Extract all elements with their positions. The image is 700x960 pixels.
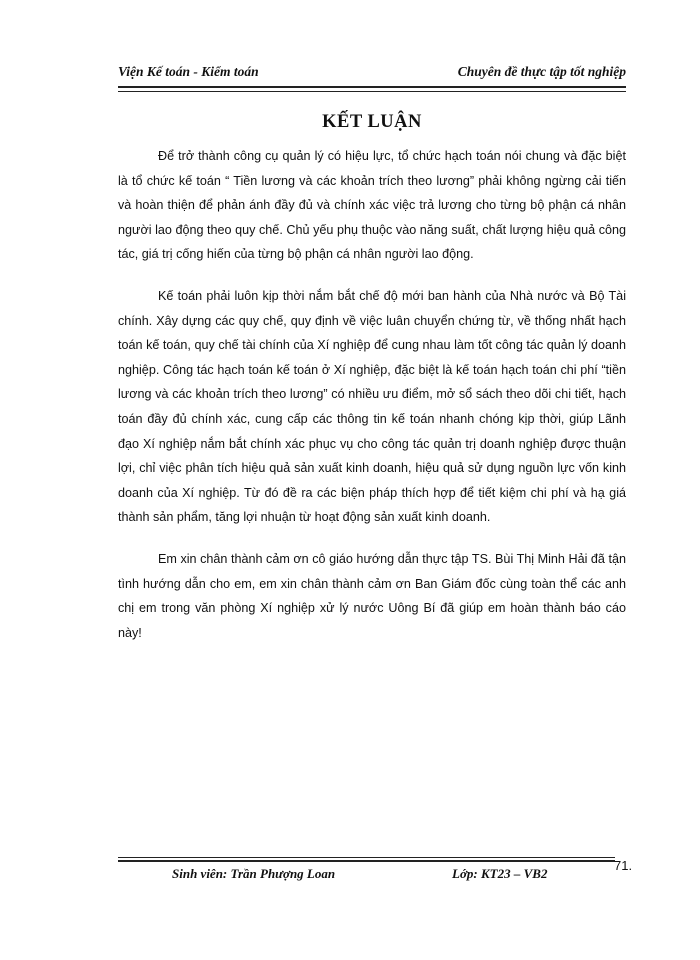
header-rule-thin (118, 91, 626, 92)
paragraph-1: Để trở thành công cụ quản lý có hiệu lực, tổ chức hạch toán nói chung và đặc biệt là tổ chức kế toán “ Tiền lương và các khoản trích theo lương” phải không ngừng cải tiến và hoàn thiện để phản ánh đầy đủ và chính xác việc trả lương cho từng bộ phận cá nhân người lao động theo quy chế. Chủ yếu phụ thuộc vào năng suất, chất lượng hiệu quả công tác, giá trị cống hiến của từng bộ phận cá nhân người lao động. (118, 149, 626, 262)
paragraph-3: Em xin chân thành cảm ơn cô giáo hướng dẫn thực tập TS. Bùi Thị Minh Hải đã tận tình hướng dẫn cho em, em xin chân thành cảm ơn Ban Giám đốc cùng toàn thể các anh chị em trong văn phòng Xí nghiệp xử lý nước Uông Bí đã giúp em hoàn thành báo cáo này! (118, 551, 626, 640)
header-rule (118, 86, 626, 88)
page-title: KẾT LUẬN (322, 112, 422, 132)
page-number: 71. (614, 858, 633, 873)
footer-student: Sinh viên: Trần Phượng Loan (172, 866, 336, 881)
page-footer (118, 866, 615, 886)
paragraph-2: Kế toán phải luôn kịp thời nắm bắt chế độ mới ban hành của Nhà nước và Bộ Tài chính. Xây dựng các quy chế, quy định về việc luân chuyển chứng từ, về thống nhất hạch toán kế toán, quy chế tài chính của Xí nghiệp để cung nhau làm tốt công tác quản lý doanh nghiệp. Công tác hạch toán kế toán ở Xí nghiệp, đặc biệt là kế toán hạch toán chi phí “tiền lương và các khoản trích theo lương” có nhiều ưu điểm, mở sổ sách theo dõi chi tiết, hạch toán đầy đủ chính xác, cung cấp các thông tin kế toán nhanh chóng kịp thời, giúp Lãnh đạo Xí nghiệp nắm bắt chính xác phục vụ cho công tác quản trị doanh nghiệp được thuận lợi, chỉ việc phân tích hiệu quả sản xuất kinh doanh, hiệu quả sử dụng nguồn lực vốn kinh doanh của Xí nghiệp. Từ đó đề ra các biện pháp thích hợp để tiết kiệm chi phí và hạ giá thành sản phẩm, tăng lợi nhuận từ hoạt động sản xuất kinh doanh. (118, 288, 626, 525)
footer-rule-thin (118, 857, 615, 858)
header-document-type: Chuyên đề thực tập tốt nghiệp (457, 64, 626, 79)
footer-rule (118, 860, 615, 862)
document-body (118, 144, 626, 662)
page-header (118, 62, 626, 84)
footer-class: Lớp: KT23 – VB2 (452, 866, 548, 881)
header-institute: Viện Kế toán - Kiểm toán (118, 64, 259, 79)
